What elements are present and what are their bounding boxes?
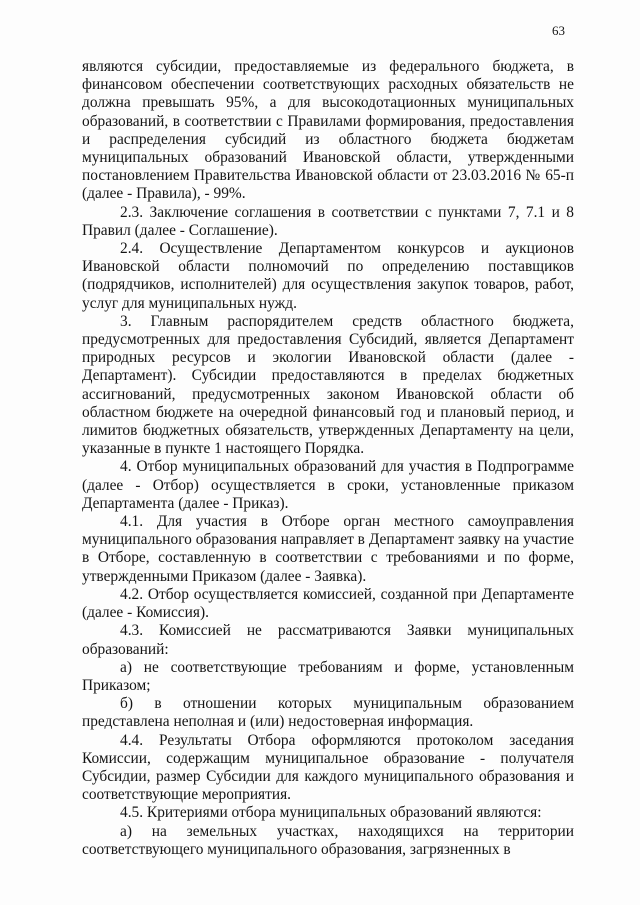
paragraph-4-5: 4.5. Критериями отбора муниципальных образований являются:	[120, 804, 542, 822]
paragraph-2-3: 2.3. Заключение соглашения в соответствии с пунктами 7, 7.1 и 8 Правил (далее - Соглашение).	[82, 203, 574, 239]
page-number: 63	[552, 23, 565, 38]
paragraph-4-3-b: б) в отношении которых муниципальным образованием представлена неполная и (или) недостоверная информация.	[82, 695, 574, 731]
paragraph-4-5-a: а) на земельных участках, находящихся на территории соответствующего муниципального образования, загрязненных в	[82, 822, 574, 858]
paragraph-continuation: являются субсидии, предоставляемые из федерального бюджета, в финансовом обеспечении соответствующих расходных обязательств не должна превышать 95%, а для высокодотационных муниципальных образований, в соответствии с Правилами формирования, предоставления и распределения субсидий из областного бюджета бюджетам муниципальных образований Ивановской области, утвержденными постановлением Правительства Ивановской области от 23.03.2016 № 65-п (далее - Правила), - 99%.	[82, 58, 574, 203]
paragraph-4-3-a: а) не соответствующие требованиям и форме, установленным Приказом;	[82, 658, 574, 694]
paragraph-3: 3. Главным распорядителем средств областного бюджета, предусмотренных для предоставления Субсидий, является Департамент природных ресурсов и экологии Ивановской области (далее - Департамент). Субсидии предоставляются в пределах бюджетных ассигнований, предусмотренных законом Ивановской области об областном бюджете на очередной финансовый год и плановый период, и лимитов бюджетных обязательств, утвержденных Департаменту на цели, указанные в пункте 1 настоящего Порядка.	[82, 312, 574, 458]
document-body	[82, 58, 574, 859]
paragraph-2-4: 2.4. Осуществление Департаментом конкурсов и аукционов Ивановской области полномочий по определению поставщиков (подрядчиков, исполнителей) для осуществления закупок товаров, работ, услуг для муниципальных нужд.	[82, 240, 574, 312]
paragraph-4-4: 4.4. Результаты Отбора оформляются протоколом заседания Комиссии, содержащим муниципальное образование - получателя Субсидии, размер Субсидии для каждого муниципального образования и соответствующие мероприятия.	[82, 731, 574, 804]
paragraph-4-2: 4.2. Отбор осуществляется комиссией, созданной при Департаменте (далее - Комиссия).	[82, 585, 574, 622]
paragraph-4-1: 4.1. Для участия в Отборе орган местного самоуправления муниципального образования направляет в Департамент заявку на участие в Отборе, составленную в соответствии с требованиями и по форме, утвержденными Приказом (далее - Заявка).	[82, 513, 574, 585]
paragraph-4-3: 4.3. Комиссией не рассматриваются Заявки муниципальных образований:	[82, 622, 574, 658]
paragraph-4: 4. Отбор муниципальных образований для участия в Подпрограмме (далее - Отбор) осуществляется в сроки, установленные приказом Департамента (далее - Приказ).	[82, 458, 574, 512]
